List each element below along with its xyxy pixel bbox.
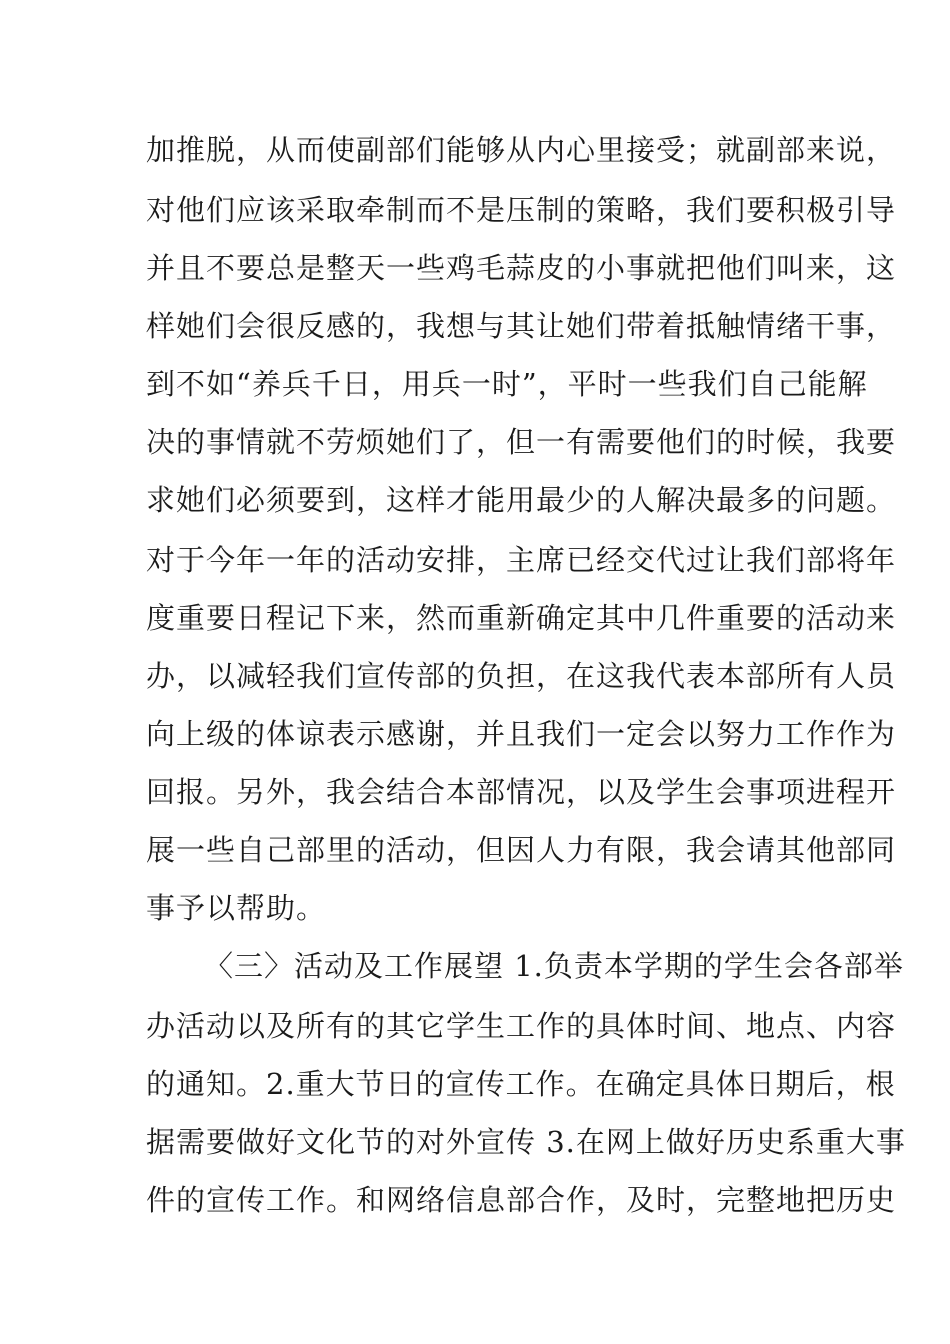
text-line: 并且不要总是整天一些鸡毛蒜皮的小事就把他们叫来，这 <box>146 251 897 285</box>
section-heading-line: 〈三〉活动及工作展望 1.负责本学期的学生会各部举 <box>204 949 904 983</box>
text-line: 事予以帮助。 <box>146 891 327 925</box>
text-line: 回报。另外，我会结合本部情况，以及学生会事项进程开 <box>146 775 897 809</box>
text-line: 对于今年一年的活动安排，主席已经交代过让我们部将年 <box>146 543 897 577</box>
text-line: 求她们必须要到，这样才能用最少的人解决最多的问题。 <box>146 483 897 517</box>
text-line: 展一些自己部里的活动，但因人力有限，我会请其他部同 <box>146 833 897 867</box>
text-line: 加推脱，从而使副部们能够从内心里接受；就副部来说， <box>146 133 897 167</box>
text-line: 据需要做好文化节的对外宣传 3.在网上做好历史系重大事 <box>146 1125 906 1159</box>
text-line: 向上级的体谅表示感谢，并且我们一定会以努力工作作为 <box>146 717 897 751</box>
text-line: 办活动以及所有的其它学生工作的具体时间、地点、内容 <box>146 1009 897 1043</box>
text-line: 到不如“养兵千日，用兵一时”，平时一些我们自己能解 <box>146 367 868 401</box>
text-line: 度重要日程记下来，然而重新确定其中几件重要的活动来 <box>146 601 897 635</box>
text-line: 的通知。2.重大节日的宣传工作。在确定具体日期后，根 <box>146 1067 896 1101</box>
text-line: 件的宣传工作。和网络信息部合作，及时，完整地把历史 <box>146 1183 897 1217</box>
text-line: 决的事情就不劳烦她们了，但一有需要他们的时候，我要 <box>146 425 897 459</box>
text-line: 样她们会很反感的，我想与其让她们带着抵触情绪干事， <box>146 309 897 343</box>
text-line: 办，以减轻我们宣传部的负担，在这我代表本部所有人员 <box>146 659 897 693</box>
text-line: 对他们应该采取牵制而不是压制的策略，我们要积极引导 <box>146 193 897 227</box>
